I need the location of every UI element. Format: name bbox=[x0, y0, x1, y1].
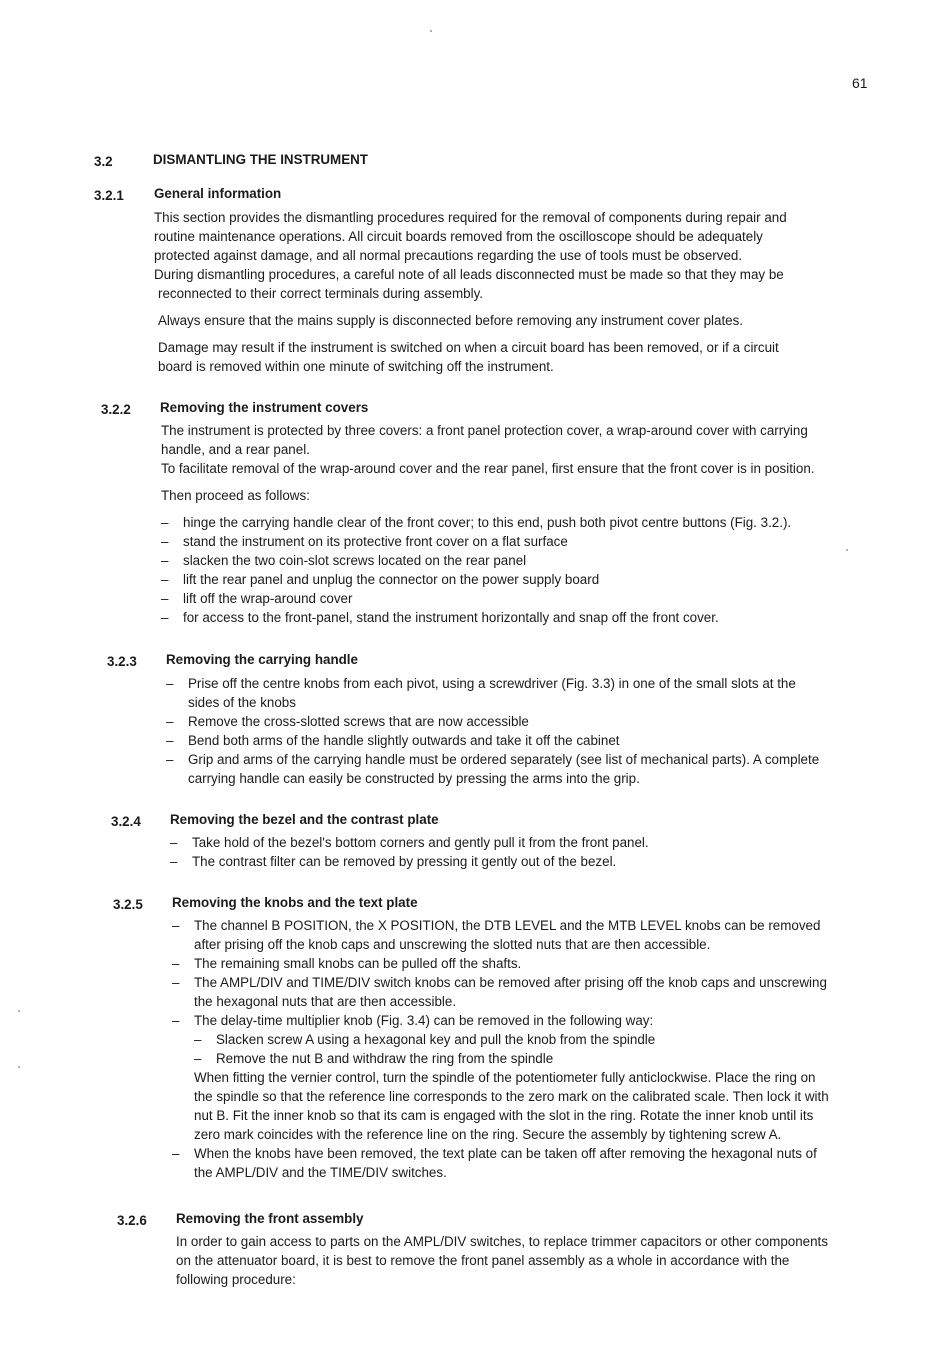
section-body-3-2-1 bbox=[154, 208, 787, 376]
list-item: – The remaining small knobs can be pulled off the shafts. bbox=[172, 954, 829, 973]
section-number-3-2-5: 3.2.5 bbox=[113, 897, 143, 912]
text-line: During dismantling procedures, a careful note of all leads disconnected must be made so that they may be bbox=[154, 267, 784, 282]
text-line: Prise off the centre knobs from each pivot, using a screwdriver (Fig. 3.3) in one of the small slots at the bbox=[188, 676, 796, 691]
text-line: routine maintenance operations. All circuit boards removed from the oscilloscope should be adequately bbox=[154, 229, 763, 244]
text-line: When fitting the vernier control, turn the spindle of the potentiometer fully anticlockwise. Place the ring on bbox=[194, 1070, 816, 1085]
list-item bbox=[172, 973, 829, 1011]
text-line: on the attenuator board, it is best to remove the front panel assembly as a whole in accordance with the bbox=[176, 1253, 790, 1268]
section-number-3-2-3: 3.2.3 bbox=[107, 654, 137, 669]
list-item bbox=[172, 1144, 829, 1182]
text-line: The instrument is protected by three covers: a front panel protection cover, a wrap-around cover with carrying bbox=[161, 423, 808, 438]
section-title-3-2-5: Removing the knobs and the text plate bbox=[172, 895, 418, 910]
text-line: handle, and a rear panel. bbox=[161, 442, 310, 457]
text-line: In order to gain access to parts on the AMPL/DIV switches, to replace trimmer capacitors or other components bbox=[176, 1234, 828, 1249]
section-body-3-2-5 bbox=[172, 916, 829, 1182]
sub-list-item: – Slacken screw A using a hexagonal key and pull the knob from the spindle bbox=[194, 1030, 829, 1049]
text-line: sides of the knobs bbox=[188, 695, 296, 710]
section-title-3-2-3: Removing the carrying handle bbox=[166, 652, 358, 667]
list-item bbox=[172, 916, 829, 954]
text-line: after prising off the knob caps and unscrewing the slotted nuts that are then accessible. bbox=[194, 937, 711, 952]
text-line: the hexagonal nuts that are then accessible. bbox=[194, 994, 457, 1009]
scan-speck bbox=[18, 1010, 20, 1012]
list-item: – Bend both arms of the handle slightly outwards and take it off the cabinet bbox=[166, 731, 819, 750]
text-line: nut B. Fit the inner knob so that its cam is engaged with the slot in the ring. Rotate the inner knob until its bbox=[194, 1108, 814, 1123]
text-line: reconnected to their correct terminals during assembly. bbox=[158, 286, 483, 301]
list-item: – The contrast filter can be removed by pressing it gently out of the bezel. bbox=[170, 852, 649, 871]
text-line: zero mark coincides with the reference line on the ring. Secure the assembly by tightening screw A. bbox=[194, 1127, 782, 1142]
text-line: – The delay-time multiplier knob (Fig. 3.4) can be removed in the following way: bbox=[194, 1013, 654, 1028]
list-item bbox=[166, 674, 819, 712]
section-title-3-2-1: General information bbox=[154, 186, 282, 201]
procedure-list bbox=[172, 916, 829, 1182]
list-item: – Remove the cross-slotted screws that are now accessible bbox=[166, 712, 819, 731]
section-title-3-2-2: Removing the instrument covers bbox=[160, 400, 369, 415]
section-number-3-2: 3.2 bbox=[94, 154, 113, 169]
text-line: Always ensure that the mains supply is disconnected before removing any instrument cover plates. bbox=[158, 313, 744, 328]
page-number: 61 bbox=[852, 75, 868, 91]
section-number-3-2-1: 3.2.1 bbox=[94, 188, 124, 203]
section-body-3-2-4 bbox=[170, 833, 649, 871]
list-item bbox=[172, 1011, 829, 1144]
text-line: The channel B POSITION, the X POSITION, the DTB LEVEL and the MTB LEVEL knobs can be removed bbox=[194, 918, 821, 933]
text-line: protected against damage, and all normal precautions regarding the use of tools must be observed. bbox=[154, 248, 743, 263]
sub-list-item: – Remove the nut B and withdraw the ring from the spindle bbox=[194, 1049, 829, 1068]
list-item: – hinge the carrying handle clear of the front cover; to this end, push both pivot centre buttons (Fig. 3.2.). bbox=[161, 513, 815, 532]
list-item: – stand the instrument on its protective front cover on a flat surface bbox=[161, 532, 815, 551]
section-body-3-2-3 bbox=[166, 674, 819, 788]
text-line: board is removed within one minute of switching off the instrument. bbox=[158, 359, 554, 374]
section-body-3-2-6 bbox=[176, 1232, 828, 1289]
text-line: Damage may result if the instrument is switched on when a circuit board has been removed, or if a circuit bbox=[158, 340, 779, 355]
text-line: the spindle so that the reference line corresponds to the zero mark on the calibrated scale. Then lock it with bbox=[194, 1089, 829, 1104]
section-title-3-2: DISMANTLING THE INSTRUMENT bbox=[153, 152, 368, 167]
section-body-3-2-2 bbox=[161, 421, 815, 627]
list-item: – Take hold of the bezel's bottom corners and gently pull it from the front panel. bbox=[170, 833, 649, 852]
text-line: carrying handle can easily be constructed by pressing the arms into the grip. bbox=[188, 771, 640, 786]
text-line: This section provides the dismantling procedures required for the removal of components during repair and bbox=[154, 210, 787, 225]
procedure-list bbox=[161, 513, 815, 627]
text-line: When the knobs have been removed, the text plate can be taken off after removing the hexagonal nuts of bbox=[194, 1146, 817, 1161]
section-number-3-2-6: 3.2.6 bbox=[117, 1213, 147, 1228]
text-line: Grip and arms of the carrying handle must be ordered separately (see list of mechanical parts). A complete bbox=[188, 752, 820, 767]
list-item: – lift the rear panel and unplug the connector on the power supply board bbox=[161, 570, 815, 589]
list-item: – for access to the front-panel, stand the instrument horizontally and snap off the front cover. bbox=[161, 608, 815, 627]
text-line: The AMPL/DIV and TIME/DIV switch knobs can be removed after prising off the knob caps and unscrewing bbox=[194, 975, 827, 990]
section-title-3-2-6: Removing the front assembly bbox=[176, 1211, 364, 1226]
section-number-3-2-2: 3.2.2 bbox=[101, 402, 131, 417]
text-line: Then proceed as follows: bbox=[161, 488, 310, 503]
list-item: – lift off the wrap-around cover bbox=[161, 589, 815, 608]
list-item bbox=[166, 750, 819, 788]
scan-speck bbox=[846, 549, 848, 551]
section-number-3-2-4: 3.2.4 bbox=[111, 814, 141, 829]
section-title-3-2-4: Removing the bezel and the contrast plate bbox=[170, 812, 439, 827]
text-line: following procedure: bbox=[176, 1272, 296, 1287]
text-line: To facilitate removal of the wrap-around cover and the rear panel, first ensure that the front cover is in position. bbox=[161, 461, 815, 476]
list-item: – slacken the two coin-slot screws located on the rear panel bbox=[161, 551, 815, 570]
scan-speck bbox=[18, 1066, 20, 1068]
text-line: the AMPL/DIV and the TIME/DIV switches. bbox=[194, 1165, 447, 1180]
scan-speck bbox=[430, 30, 432, 32]
sub-list bbox=[194, 1030, 829, 1068]
